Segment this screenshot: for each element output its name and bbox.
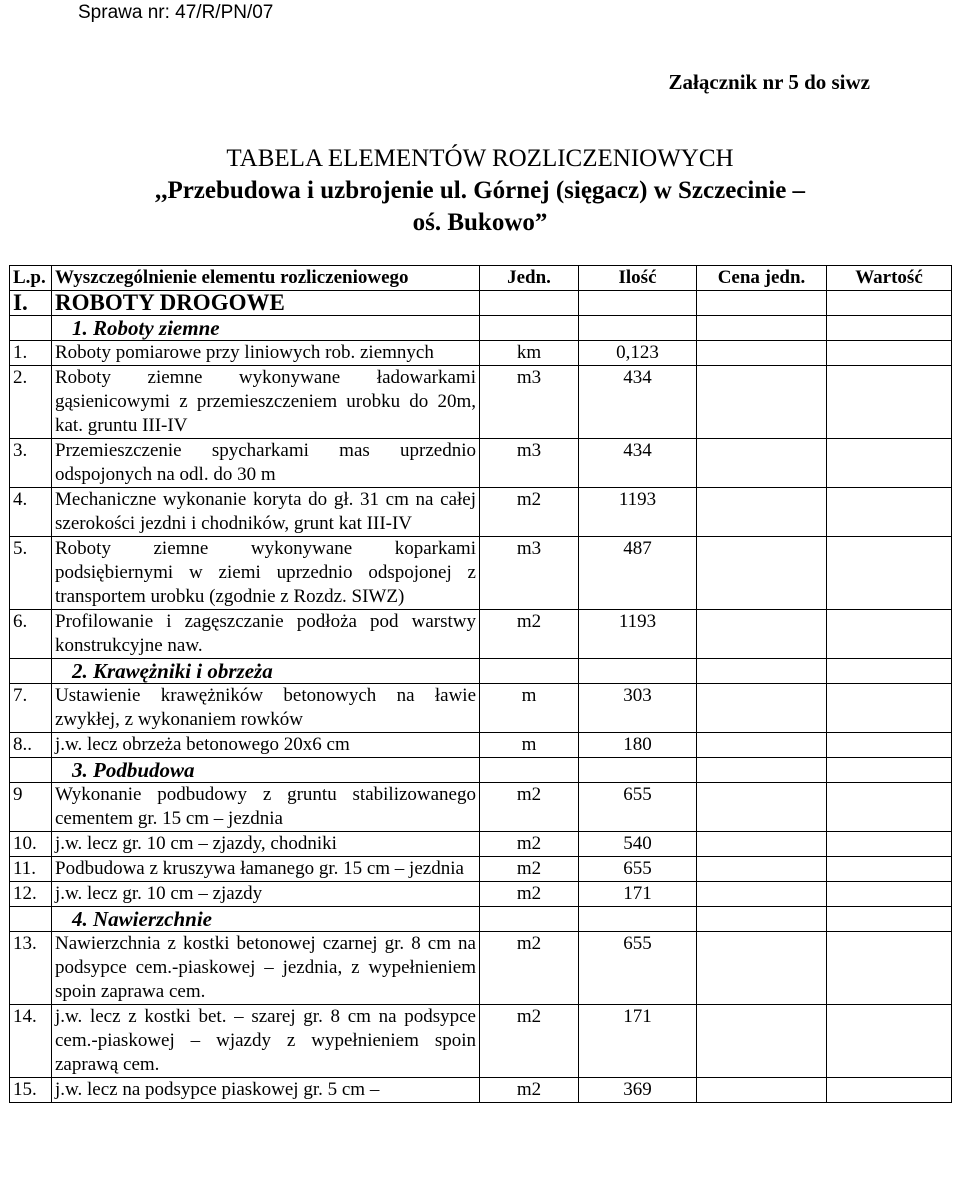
row-quantity: 0,123 — [579, 341, 697, 366]
row-number: 10. — [10, 832, 52, 857]
annex-label: Załącznik nr 5 do siwz — [668, 70, 870, 94]
row-unit: m — [480, 733, 579, 758]
section-title: ROBOTY DROGOWE — [52, 291, 480, 316]
row-number: 14. — [10, 1005, 52, 1078]
subsection-lp-cell — [10, 659, 52, 684]
row-number: 3. — [10, 439, 52, 488]
subsection-row — [10, 659, 952, 684]
subsection-lp-cell — [10, 758, 52, 783]
row-description: j.w. lecz obrzeża betonowego 20x6 cm — [52, 733, 480, 758]
row-value — [827, 882, 952, 907]
row-unit-price — [697, 733, 827, 758]
row-unit: m — [480, 684, 579, 733]
row-value — [827, 366, 952, 439]
subsection-qty-cell — [579, 907, 697, 932]
row-quantity: 540 — [579, 832, 697, 857]
table-row — [10, 439, 952, 488]
table-row — [10, 733, 952, 758]
case-reference: Sprawa nr: 47/R/PN/07 — [78, 2, 274, 23]
subsection-title: 4. Nawierzchnie — [52, 907, 480, 932]
document-title: TABELA ELEMENTÓW ROZLICZENIOWYCH — [226, 145, 734, 172]
row-quantity: 369 — [579, 1078, 697, 1103]
row-unit: m2 — [480, 1005, 579, 1078]
row-value — [827, 932, 952, 1005]
row-unit: m2 — [480, 488, 579, 537]
row-number: 13. — [10, 932, 52, 1005]
row-number: 2. — [10, 366, 52, 439]
row-number: 1. — [10, 341, 52, 366]
row-value — [827, 537, 952, 610]
table-row — [10, 932, 952, 1005]
subsection-unit-cell — [480, 659, 579, 684]
row-quantity: 303 — [579, 684, 697, 733]
row-unit-price — [697, 932, 827, 1005]
settlement-elements-table — [9, 265, 952, 1103]
subsection-qty-cell — [579, 316, 697, 341]
row-number: 4. — [10, 488, 52, 537]
row-value — [827, 1078, 952, 1103]
subsection-title: 1. Roboty ziemne — [52, 316, 480, 341]
row-quantity: 434 — [579, 366, 697, 439]
subsection-value-cell — [827, 758, 952, 783]
row-description: Roboty pomiarowe przy liniowych rob. ziemnych — [52, 341, 480, 366]
subsection-price-cell — [697, 659, 827, 684]
section-row — [10, 291, 952, 316]
col-header-quantity: Ilość — [579, 266, 697, 291]
table-row — [10, 783, 952, 832]
col-header-description: Wyszczególnienie elementu rozliczeniowego — [52, 266, 480, 291]
subsection-value-cell — [827, 907, 952, 932]
row-number: 9 — [10, 783, 52, 832]
row-value — [827, 857, 952, 882]
col-header-unit-price: Cena jedn. — [697, 266, 827, 291]
row-unit-price — [697, 366, 827, 439]
row-unit-price — [697, 832, 827, 857]
row-unit-price — [697, 537, 827, 610]
row-description: j.w. lecz gr. 10 cm – zjazdy — [52, 882, 480, 907]
row-description: Przemieszczenie spycharkami mas uprzednio odspojonych na odl. do 30 m — [52, 439, 480, 488]
row-unit: m2 — [480, 610, 579, 659]
row-unit: m3 — [480, 537, 579, 610]
row-unit: m3 — [480, 366, 579, 439]
row-unit: m2 — [480, 932, 579, 1005]
row-number: 15. — [10, 1078, 52, 1103]
row-unit: km — [480, 341, 579, 366]
row-description: Ustawienie krawężników betonowych na ławie zwykłej, z wykonaniem rowków — [52, 684, 480, 733]
row-unit-price — [697, 610, 827, 659]
row-description: Roboty ziemne wykonywane ładowarkami gąsienicowymi z przemieszczeniem urobku do 20m, kat. gruntu III-IV — [52, 366, 480, 439]
row-unit-price — [697, 439, 827, 488]
row-unit-price — [697, 857, 827, 882]
table-row — [10, 341, 952, 366]
col-header-value: Wartość — [827, 266, 952, 291]
row-number: 12. — [10, 882, 52, 907]
row-quantity: 1193 — [579, 610, 697, 659]
subsection-price-cell — [697, 758, 827, 783]
row-unit-price — [697, 1005, 827, 1078]
row-quantity: 655 — [579, 932, 697, 1005]
subsection-qty-cell — [579, 659, 697, 684]
subsection-title: 2. Krawężniki i obrzeża — [52, 659, 480, 684]
row-unit: m2 — [480, 783, 579, 832]
row-description: Roboty ziemne wykonywane koparkami podsiębiernymi w ziemi uprzednio odspojonej z transportem urobku (zgodnie z Rozdz. SIWZ) — [52, 537, 480, 610]
row-number: 8.. — [10, 733, 52, 758]
row-description: j.w. lecz z kostki bet. – szarej gr. 8 cm na podsypce cem.-piaskowej – wjazdy z wypełnieniem spoin zaprawą cem. — [52, 1005, 480, 1078]
row-value — [827, 684, 952, 733]
row-number: 6. — [10, 610, 52, 659]
row-quantity: 655 — [579, 783, 697, 832]
subsection-price-cell — [697, 316, 827, 341]
row-value — [827, 439, 952, 488]
row-unit: m3 — [480, 439, 579, 488]
row-description: Nawierzchnia z kostki betonowej czarnej gr. 8 cm na podsypce cem.-piaskowej – jezdnia, z wypełnieniem spoin zaprawa cem. — [52, 932, 480, 1005]
row-value — [827, 488, 952, 537]
row-value — [827, 832, 952, 857]
row-description: Wykonanie podbudowy z gruntu stabilizowanego cementem gr. 15 cm – jezdnia — [52, 783, 480, 832]
subsection-title: 3. Podbudowa — [52, 758, 480, 783]
row-description: Profilowanie i zagęszczanie podłoża pod warstwy konstrukcyjne naw. — [52, 610, 480, 659]
table-row — [10, 610, 952, 659]
row-quantity: 180 — [579, 733, 697, 758]
table-row — [10, 684, 952, 733]
subsection-lp-cell — [10, 907, 52, 932]
table-row — [10, 366, 952, 439]
row-number: 7. — [10, 684, 52, 733]
row-unit-price — [697, 488, 827, 537]
subsection-lp-cell — [10, 316, 52, 341]
table-row — [10, 1005, 952, 1078]
subsection-qty-cell — [579, 758, 697, 783]
row-number: 5. — [10, 537, 52, 610]
row-unit-price — [697, 684, 827, 733]
row-quantity: 171 — [579, 1005, 697, 1078]
row-unit: m2 — [480, 832, 579, 857]
table-row — [10, 832, 952, 857]
row-unit: m2 — [480, 882, 579, 907]
subsection-value-cell — [827, 659, 952, 684]
subsection-row — [10, 907, 952, 932]
table-header-row — [10, 266, 952, 291]
row-description: Podbudowa z kruszywa łamanego gr. 15 cm – jezdnia — [52, 857, 480, 882]
table-row — [10, 1078, 952, 1103]
subsection-value-cell — [827, 316, 952, 341]
row-unit: m2 — [480, 857, 579, 882]
subsection-row — [10, 758, 952, 783]
row-unit-price — [697, 783, 827, 832]
row-value — [827, 783, 952, 832]
row-quantity: 171 — [579, 882, 697, 907]
row-unit-price — [697, 1078, 827, 1103]
table-row — [10, 882, 952, 907]
row-quantity: 1193 — [579, 488, 697, 537]
subsection-unit-cell — [480, 316, 579, 341]
row-unit: m2 — [480, 1078, 579, 1103]
row-value — [827, 610, 952, 659]
document-subtitle-line2: oś. Bukowo” — [412, 209, 548, 236]
row-quantity: 434 — [579, 439, 697, 488]
table-row — [10, 857, 952, 882]
row-value — [827, 1005, 952, 1078]
subsection-unit-cell — [480, 907, 579, 932]
row-quantity: 655 — [579, 857, 697, 882]
row-value — [827, 341, 952, 366]
row-quantity: 487 — [579, 537, 697, 610]
col-header-lp: L.p. — [10, 266, 52, 291]
subsection-unit-cell — [480, 758, 579, 783]
row-unit-price — [697, 882, 827, 907]
col-header-unit: Jedn. — [480, 266, 579, 291]
subsection-price-cell — [697, 907, 827, 932]
table-row — [10, 488, 952, 537]
section-number: I. — [10, 291, 52, 316]
row-number: 11. — [10, 857, 52, 882]
row-unit-price — [697, 341, 827, 366]
row-description: j.w. lecz na podsypce piaskowej gr. 5 cm – — [52, 1078, 480, 1103]
row-value — [827, 733, 952, 758]
document-subtitle-line1: ,,Przebudowa i uzbrojenie ul. Górnej (sięgacz) w Szczecinie – — [154, 177, 806, 204]
row-description: j.w. lecz gr. 10 cm – zjazdy, chodniki — [52, 832, 480, 857]
row-description: Mechaniczne wykonanie koryta do gł. 31 cm na całej szerokości jezdni i chodników, grunt kat III-IV — [52, 488, 480, 537]
table-row — [10, 537, 952, 610]
subsection-row — [10, 316, 952, 341]
